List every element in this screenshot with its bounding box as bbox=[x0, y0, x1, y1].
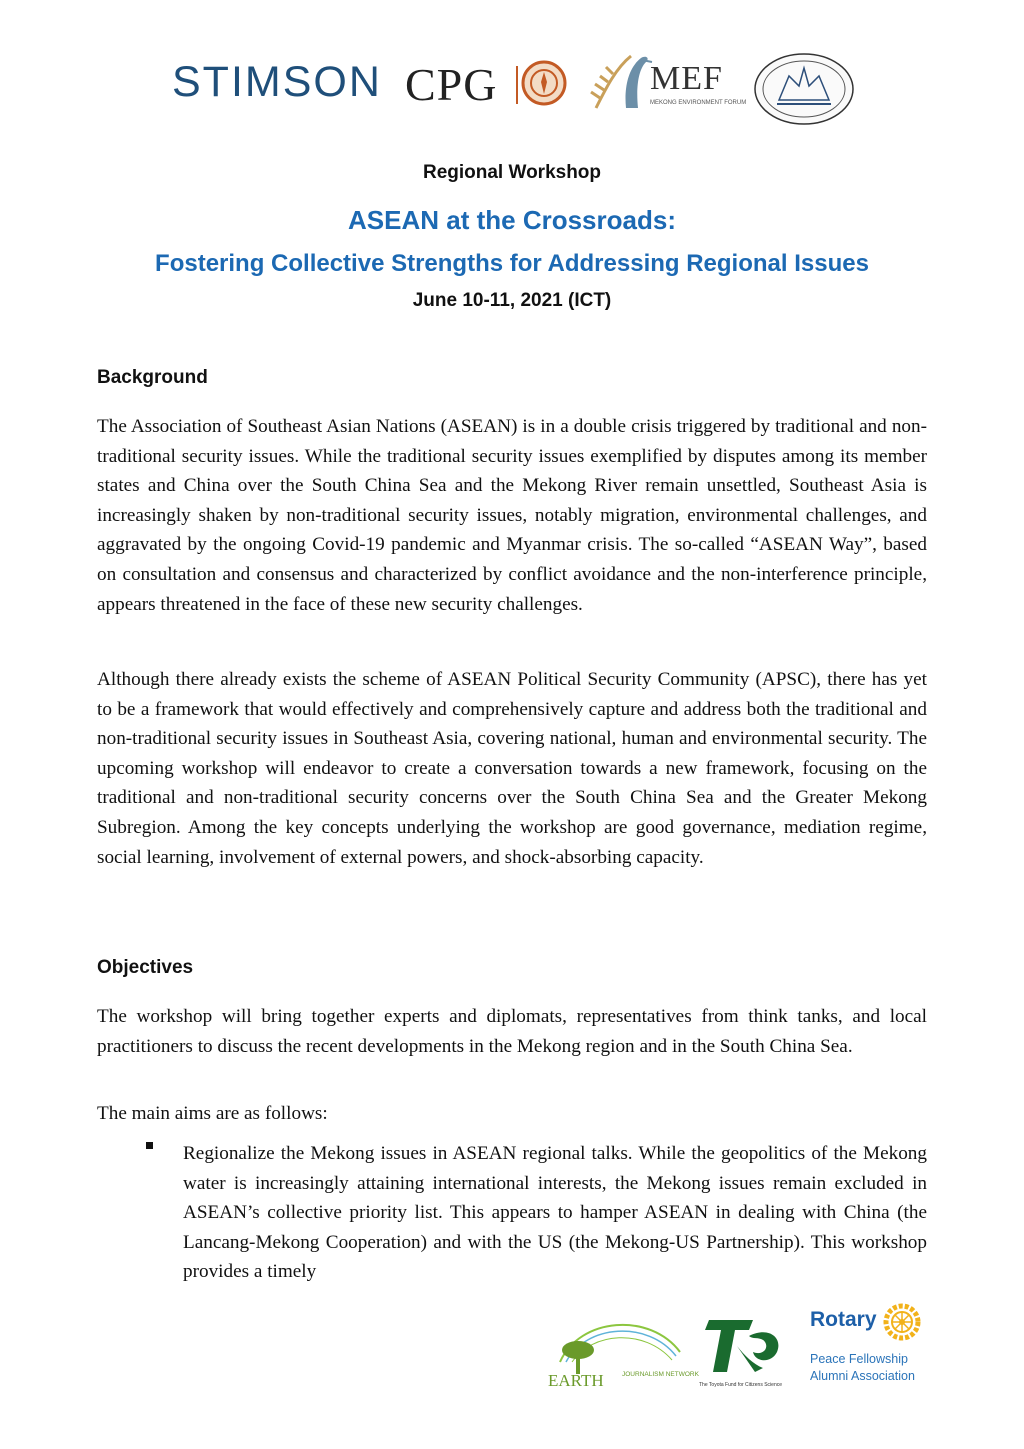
background-paragraph-2: Although there already exists the scheme of ASEAN Political Security Community (APSC), there has yet to be a framework that would effectively and comprehensively capture and address both the traditional and non-traditional security issues in Southeast Asia, covering national, human and environmental security. The upcoming workshop will endeavor to create a conversation towards a new framework, focusing on the traditional and non-traditional security concerns over the South China Sea and the Greater Mekong Subregion. Among the key concepts underlying the workshop are good governance, mediation regime, social learning, involvement of external powers, and shock-absorbing capacity. bbox=[97, 669, 927, 868]
event-subtitle: Fostering Collective Strengths for Addressing Regional Issues bbox=[155, 250, 869, 277]
objective-bullet-1: Regionalize the Mekong issues in ASEAN regional talks. While the geopolitics of the Mekong water is increasingly attaining international interests, the Mekong issues remain excluded in ASEAN’s collective priority list. This appears to hamper ASEAN in dealing with China (the Lancang-Mekong Cooperation) and with the US (the Mekong-US Partnership). This workshop provides a timely bbox=[183, 1143, 927, 1283]
university-seal-icon bbox=[521, 60, 567, 106]
rotary-wheel-icon bbox=[883, 1303, 921, 1341]
rotary-subtitle-line-2: Alumni Association bbox=[810, 1369, 915, 1383]
cpg-divider bbox=[516, 66, 518, 104]
objectives-aims-label: The main aims are as follows: bbox=[97, 1103, 328, 1124]
mef-logo-subtitle: MEKONG ENVIRONMENT FORUM bbox=[650, 100, 747, 106]
earth-logo-text: EARTH bbox=[548, 1371, 604, 1390]
section-heading-objectives: Objectives bbox=[97, 957, 194, 978]
rotary-logo-text: Rotary bbox=[810, 1308, 877, 1331]
earth-logo-subtitle: JOURNALISM NETWORK bbox=[622, 1371, 699, 1378]
background-paragraph-1: The Association of Southeast Asian Nations (ASEAN) is in a double crisis triggered by traditional and non-traditional security issues. While the traditional security issues exemplified by disputes among its member states and China over the South China Sea and the Mekong River remain unsettled, Southeast Asia is increasingly shaken by non-traditional security issues, notably migration, environmental challenges, and aggravated by the ongoing Covid-19 pandemic and Myanmar crisis. The so-called “ASEAN Way”, based on consultation and consensus and characterized by conflict avoidance and the non-interference principle, appears threatened in the face of these new security challenges. bbox=[97, 416, 927, 615]
objectives-intro: The workshop will bring together experts and diplomats, representatives from think tanks, and local practitioners to discuss the recent developments in the Mekong region and in the South China Sea. bbox=[97, 1006, 927, 1057]
event-kicker: Regional Workshop bbox=[422, 162, 602, 183]
rotary-subtitle-line-1: Peace Fellowship bbox=[810, 1352, 908, 1366]
mef-logo-text: MEF bbox=[650, 60, 723, 97]
earth-journalism-network-logo bbox=[540, 1312, 699, 1392]
section-heading-background: Background bbox=[97, 367, 208, 388]
bullet-square-icon bbox=[146, 1142, 153, 1149]
event-date: June 10-11, 2021 (ICT) bbox=[412, 290, 612, 311]
cpg-logo: CPG bbox=[405, 59, 498, 110]
toyota-foundation-logo bbox=[697, 1312, 789, 1392]
cambodian-seal-icon bbox=[753, 52, 855, 126]
stimson-logo: STIMSON bbox=[172, 58, 382, 106]
event-title: ASEAN at the Crossroads: bbox=[348, 205, 676, 235]
toyota-logo-subtitle: The Toyota Fund for Citizens Science bbox=[699, 1382, 783, 1388]
